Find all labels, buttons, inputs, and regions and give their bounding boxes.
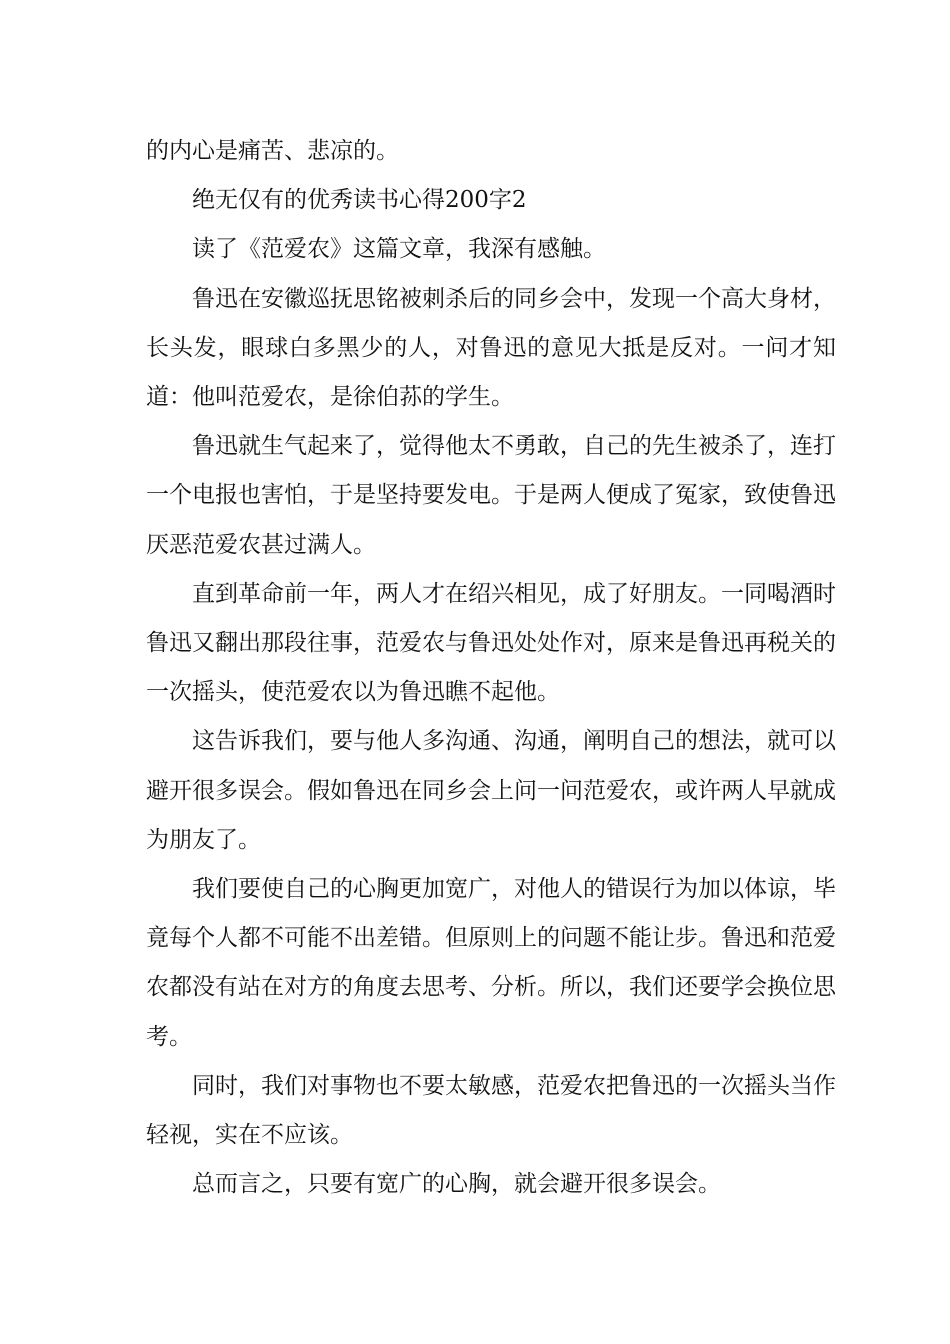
paragraph-conclusion: 总而言之，只要有宽广的心胸，就会避开很多误会。 bbox=[192, 1171, 721, 1198]
paragraph: 鲁迅在安徽巡抚思铭被刺杀后的同乡会中，发现一个高大身材，长头发，眼球白多黑少的人，对鲁迅的意见大抵是反对。一问才知道：他叫范爱农，是徐伯荪的学生。 bbox=[146, 285, 836, 411]
document-body bbox=[146, 127, 836, 1209]
paragraph-continuation: 的内心是痛苦、悲凉的。 bbox=[146, 138, 399, 164]
paragraph: 同时，我们对事物也不要太敏感，范爱农把鲁迅的一次摇头当作轻视，实在不应该。 bbox=[146, 1072, 836, 1149]
paragraph: 这告诉我们，要与他人多沟通、沟通，阐明自己的想法，就可以避开很多误会。假如鲁迅在同乡会上问一问范爱农，或许两人早就成为朋友了。 bbox=[146, 728, 836, 853]
section-heading: 绝无仅有的优秀读书心得200字2 bbox=[192, 187, 527, 214]
paragraph: 鲁迅就生气起来了，觉得他太不勇敢，自己的先生被杀了，连打一个电报也害怕，于是坚持要发电。于是两人便成了冤家，致使鲁迅厌恶范爱农甚过满人。 bbox=[146, 433, 836, 558]
paragraph: 读了《范爱农》这篇文章，我深有感触。 bbox=[192, 236, 606, 263]
paragraph: 直到革命前一年，两人才在绍兴相见，成了好朋友。一同喝酒时鲁迅又翻出那段往事，范爱农与鲁迅处处作对，原来是鲁迅再税关的一次摇头，使范爱农以为鲁迅瞧不起他。 bbox=[146, 580, 836, 706]
paragraph: 我们要使自己的心胸更加宽广，对他人的错误行为加以体谅，毕竟每个人都不可能不出差错。但原则上的问题不能让步。鲁迅和范爱农都没有站在对方的角度去思考、分析。所以，我们还要学会换位思考。 bbox=[146, 876, 836, 1050]
